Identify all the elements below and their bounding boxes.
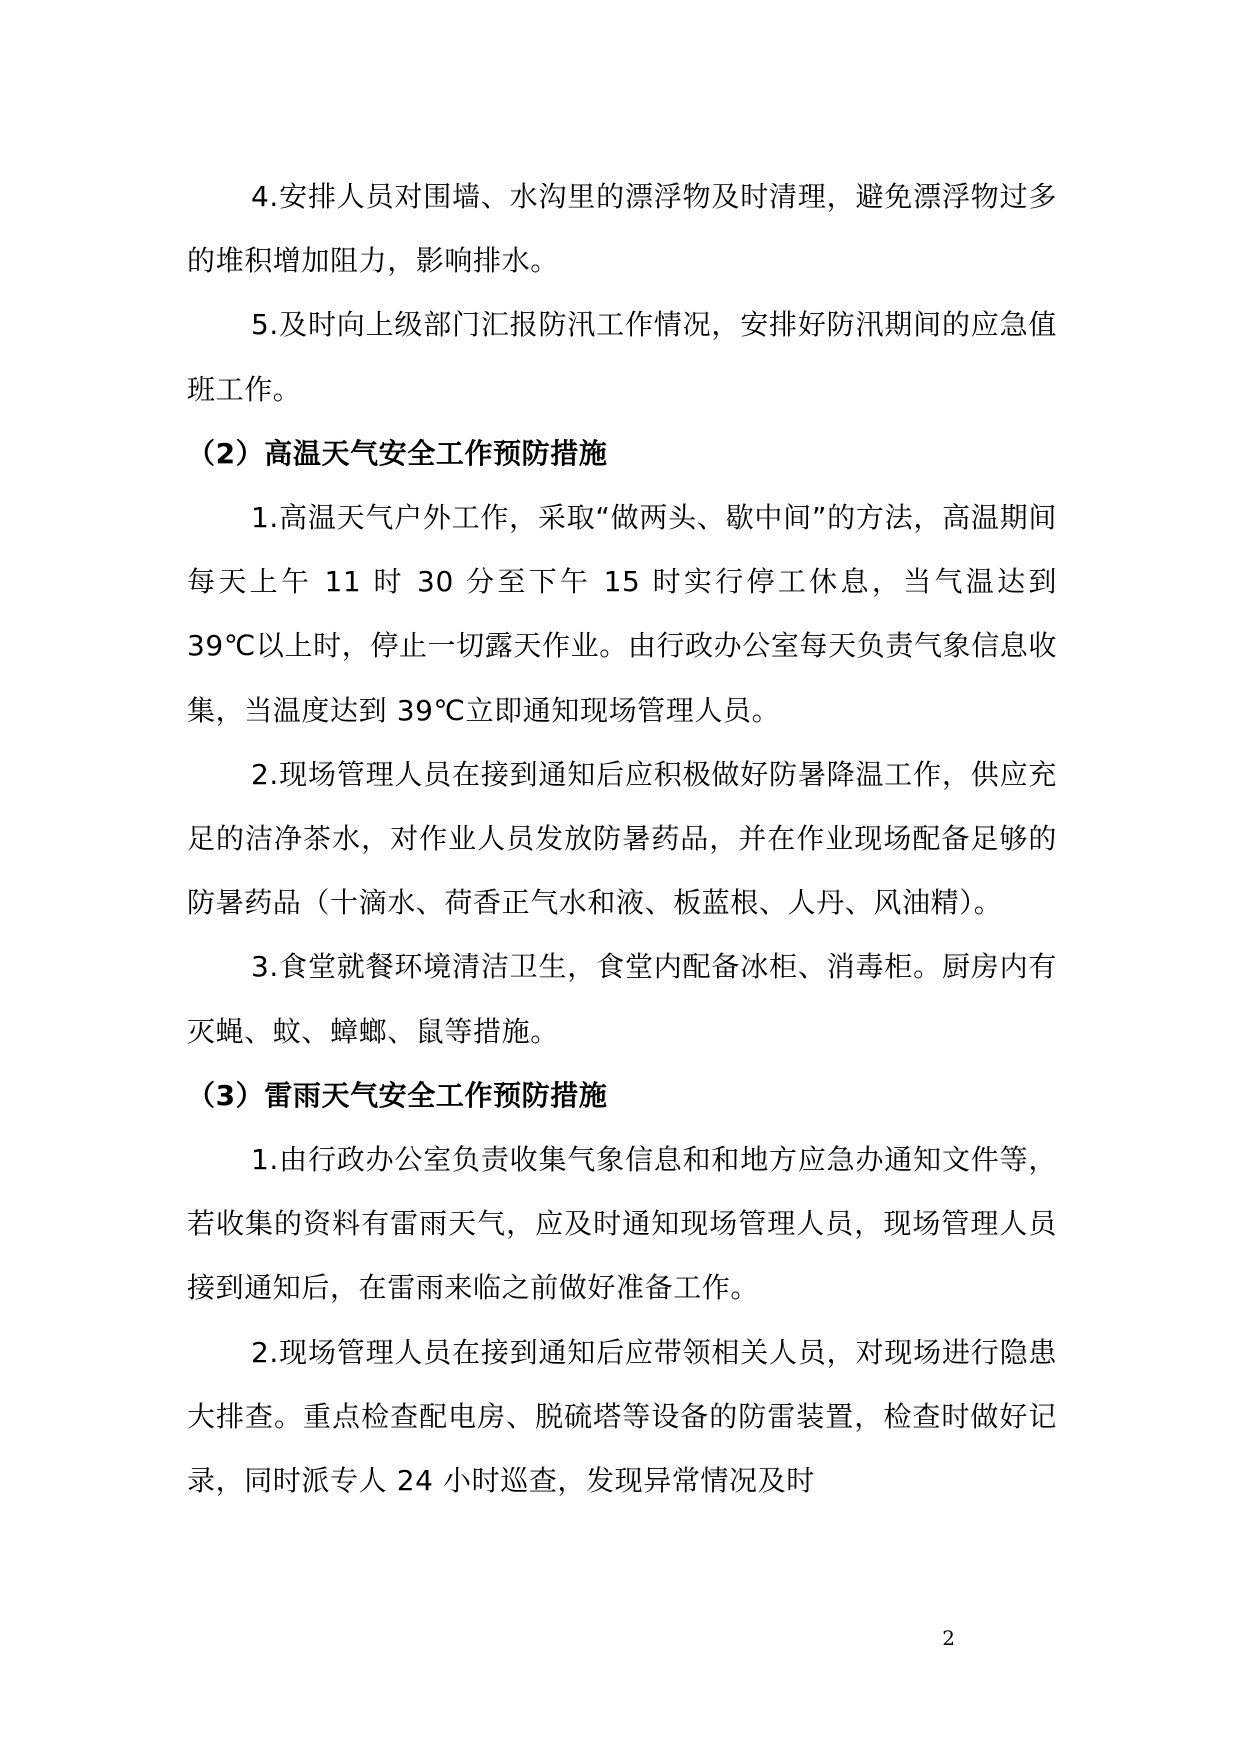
page-number: 2 [942, 1626, 955, 1650]
section-heading-thunderstorm: （3）雷雨天气安全工作预防措施 [187, 1078, 608, 1112]
paragraph-item-4: 4.安排人员对围墙、水沟里的漂浮物及时清理，避免漂浮物过多的堆积增加阻力，影响排水。 [187, 180, 1057, 278]
paragraph-high-temp-2: 2.现场管理人员在接到通知后应积极做好防暑降温工作，供应充足的洁净茶水，对作业人员发放防暑药品，并在作业现场配备足够的防暑药品（十滴水、荷香正气水和液、板蓝根、人丹、风油精）。 [187, 757, 1057, 920]
paragraph-thunderstorm-1: 1.由行政办公室负责收集气象信息和和地方应急办通知文件等，若收集的资料有雷雨天气，应及时通知现场管理人员，现场管理人员接到通知后，在雷雨来临之前做好准备工作。 [187, 1143, 1057, 1305]
document-body [187, 165, 1057, 1513]
paragraph-high-temp-3: 3.食堂就餐环境清洁卫生，食堂内配备冰柜、消毒柜。厨房内有灭蝇、蚊、蟑螂、鼠等措施。 [187, 950, 1057, 1048]
section-heading-high-temperature: （2）高温天气安全工作预防措施 [187, 436, 608, 470]
paragraph-high-temp-1: 1.高温天气户外工作，采取“做两头、歇中间”的方法，高温期间每天上午 11 时 30 分至下午 15 时实行停工休息，当气温达到 39℃以上时，停止一切露天作业。由行政办公室每天负责气象信息收集，当温度达到 39℃立即通知现场管理人员。 [187, 501, 1057, 727]
paragraph-thunderstorm-2: 2.现场管理人员在接到通知后应带领相关人员，对现场进行隐患大排查。重点检查配电房、脱硫塔等设备的防雷装置，检查时做好记录，同时派专人 24 小时巡查，发现异常情况及时 [187, 1335, 1057, 1498]
paragraph-item-5: 5.及时向上级部门汇报防汛工作情况，安排好防汛期间的应急值班工作。 [187, 308, 1057, 406]
